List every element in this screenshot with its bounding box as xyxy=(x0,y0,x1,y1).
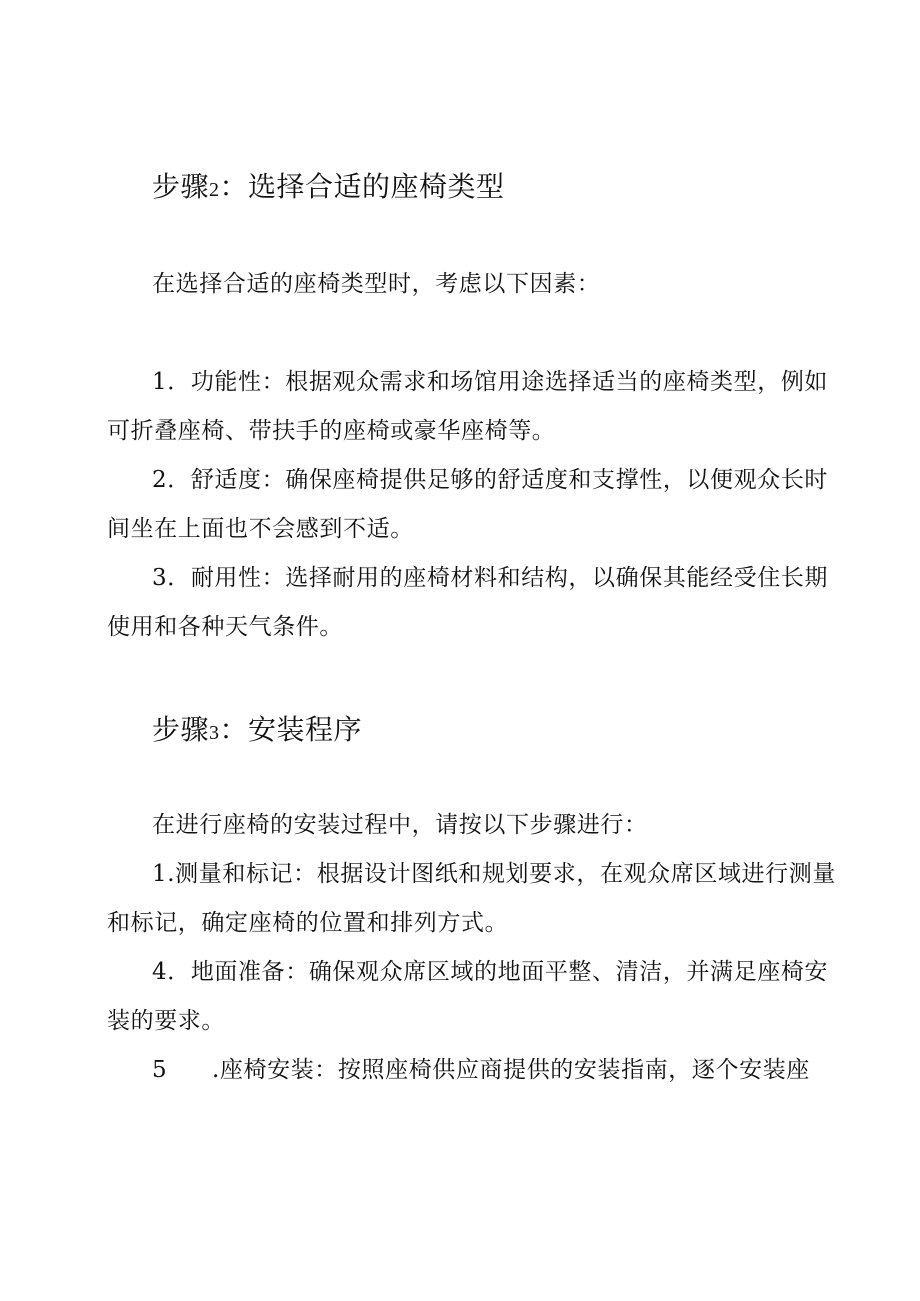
list-item-text: 测量和标记：根据设计图纸和规划要求，在观众席区域进行测量 xyxy=(175,861,836,887)
list-item-text: .座椅安装：按照座椅供应商提供的安装指南，逐个安装座 xyxy=(212,1057,810,1083)
list-item-line xyxy=(152,465,828,495)
list-item-number: 3 xyxy=(152,565,168,591)
list-item-number: 4 xyxy=(152,959,168,985)
list-item-line xyxy=(152,1055,810,1085)
list-item-continuation: 可折叠座椅、带扶手的座椅或豪华座椅等。 xyxy=(107,418,556,444)
heading-prefix: 步骤 xyxy=(152,713,210,746)
heading-step-number: 3 xyxy=(209,722,220,744)
section-intro: 在选择合适的座椅类型时，考虑以下因素： xyxy=(152,271,601,297)
list-item-text: ．耐用性：选择耐用的座椅材料和结构，以确保其能经受住长期 xyxy=(167,565,829,591)
list-item-continuation: 装的要求。 xyxy=(107,1008,225,1034)
list-item-number: 5 xyxy=(152,1057,168,1083)
list-item-text: ．地面准备：确保观众席区域的地面平整、清洁，并满足座椅安 xyxy=(167,959,829,985)
heading-title: ：选择合适的座椅类型 xyxy=(219,170,505,203)
list-item-number: 1 xyxy=(152,369,168,395)
section-intro: 在进行座椅的安装过程中，请按以下步骤进行： xyxy=(152,812,648,838)
section-heading-step-3 xyxy=(152,713,362,750)
list-item-text: ．功能性：根据观众需求和场馆用途选择适当的座椅类型，例如 xyxy=(167,369,829,395)
list-item-line xyxy=(152,859,836,889)
list-item-line xyxy=(152,957,828,987)
list-item-number: 1. xyxy=(152,861,176,887)
list-item-number: 2 xyxy=(152,467,168,493)
list-item-text: ．舒适度：确保座椅提供足够的舒适度和支撑性，以便观众长时 xyxy=(167,467,829,493)
list-item-continuation: 使用和各种天气条件。 xyxy=(107,614,343,640)
list-item-continuation: 和标记，确定座椅的位置和排列方式。 xyxy=(107,910,509,936)
list-item-line xyxy=(152,367,828,397)
list-item-line xyxy=(152,563,828,593)
heading-title: ：安装程序 xyxy=(219,713,363,746)
list-item-continuation: 间坐在上面也不会感到不适。 xyxy=(107,516,414,542)
heading-step-number: 2 xyxy=(209,179,220,201)
section-heading-step-2 xyxy=(152,170,505,207)
heading-prefix: 步骤 xyxy=(152,170,210,203)
